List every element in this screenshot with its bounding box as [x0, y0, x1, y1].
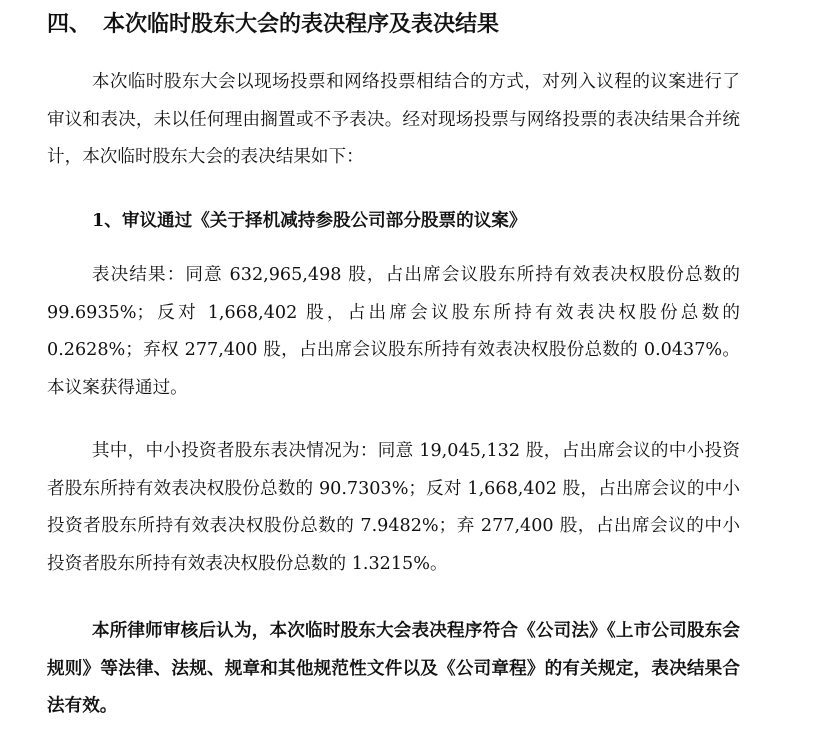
lawyer-opinion-paragraph: 本所律师审核后认为，本次临时股东大会表决程序符合《公司法》《上市公司股东会规则》等法律、法规、规章和其他规范性文件以及《公司章程》的有关规定，表决结果合法有效。 — [47, 620, 740, 716]
vote-result-paragraph: 表决结果：同意 632,965,498 股，占出席会议股东所持有效表决权股份总数的 99.6935%；反对 1,668,402 股，占出席会议股东所持有效表决权股份总数的 0.2628%；弃权 277,400 股，占出席会议股东所持有效表决权股份总数的 0.0437%。本议案获得通过。 — [47, 265, 740, 398]
intro-paragraph: 本次临时股东大会以现场投票和网络投票相结合的方式，对列入议程的议案进行了审议和表决，未以任何理由搁置或不予表决。经对现场投票与网络投票的表决结果合并统计，本次临时股东大会的表决结果如下： — [47, 72, 740, 167]
minority-result-paragraph: 其中，中小投资者股东表决情况为：同意 19,045,132 股，占出席会议的中小投资者股东所持有效表决权股份总数的 90.7303%；反对 1,668,402 股，占出席会议的中小投资者股东所持有效表决权股份总数的 7.9482%；弃 277,400 股，占出席会议的中小投资者股东所持有效表决权股份总数的 1.3215%。 — [47, 441, 740, 574]
resolution-title: 1、审议通过《关于择机减持参股公司部分股票的议案》 — [92, 210, 527, 231]
section-number: 四、 — [47, 11, 92, 37]
section-heading — [47, 8, 499, 40]
section-title: 本次临时股东大会的表决程序及表决结果 — [103, 11, 500, 37]
